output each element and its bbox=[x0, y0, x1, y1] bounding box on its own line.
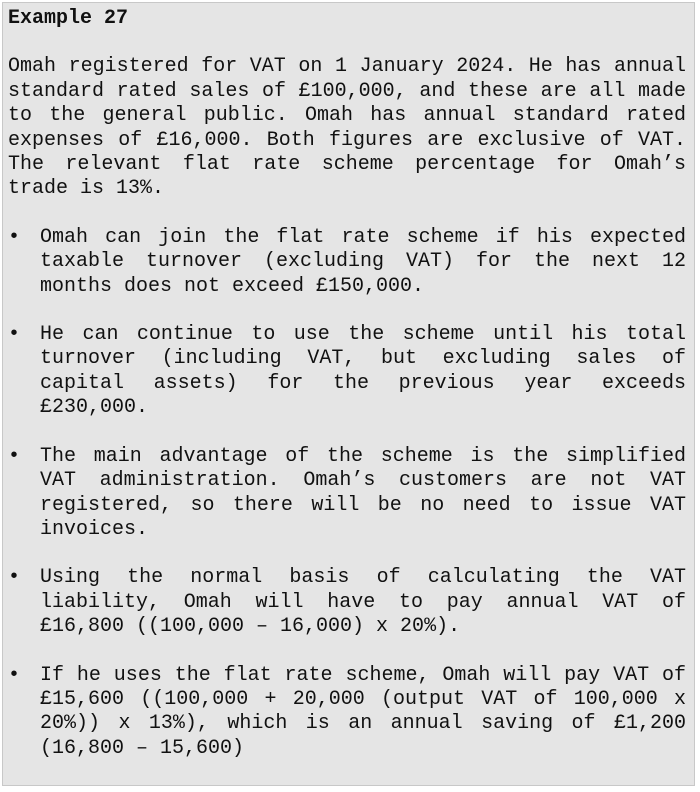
bullet-item bbox=[8, 664, 686, 762]
bullet-icon: • bbox=[8, 323, 21, 347]
bullet-text: He can continue to use the scheme until his total turnover (including VAT, but excluding sales of capital assets) for the previous year exceeds £230,000. bbox=[40, 323, 686, 420]
bullet-item bbox=[8, 226, 686, 299]
bullet-icon: • bbox=[8, 225, 21, 249]
example-panel bbox=[2, 2, 695, 786]
bullet-item bbox=[8, 445, 686, 543]
bullet-item bbox=[8, 566, 686, 639]
bullet-icon: • bbox=[8, 444, 21, 468]
bullet-text: Omah can join the flat rate scheme if his expected taxable turnover (excluding VAT) for the next 12 months does not exceed £150,000. bbox=[40, 225, 686, 298]
bullet-icon: • bbox=[8, 663, 21, 687]
bullet-icon: • bbox=[8, 566, 21, 590]
bullet-text: If he uses the flat rate scheme, Omah will pay VAT of £15,600 ((100,000 + 20,000 (output VAT of 100,000 x 20%)) x 13%), which is an annual saving of £1,200 (16,800 – 15,600) bbox=[40, 663, 686, 760]
example-title: Example 27 bbox=[8, 7, 129, 30]
bullet-text: The main advantage of the scheme is the simplified VAT administration. Omah’s customers are not VAT registered, so there will be no need to issue VAT invoices. bbox=[40, 444, 686, 541]
intro-paragraph: Omah registered for VAT on 1 January 2024. He has annual standard rated sales of £100,000, and these are all made to the general public. Omah has annual standard rated expenses of £16,000. Both figures are exclusive of VAT. The relevant flat rate scheme percentage for Omah’s trade is 13%. bbox=[8, 55, 686, 201]
bullet-text: Using the normal basis of calculating the VAT liability, Omah will have to pay annual VAT of £16,800 ((100,000 – 16,000) x 20%). bbox=[40, 566, 686, 639]
bullet-list bbox=[8, 226, 686, 761]
bullet-item bbox=[8, 323, 686, 421]
